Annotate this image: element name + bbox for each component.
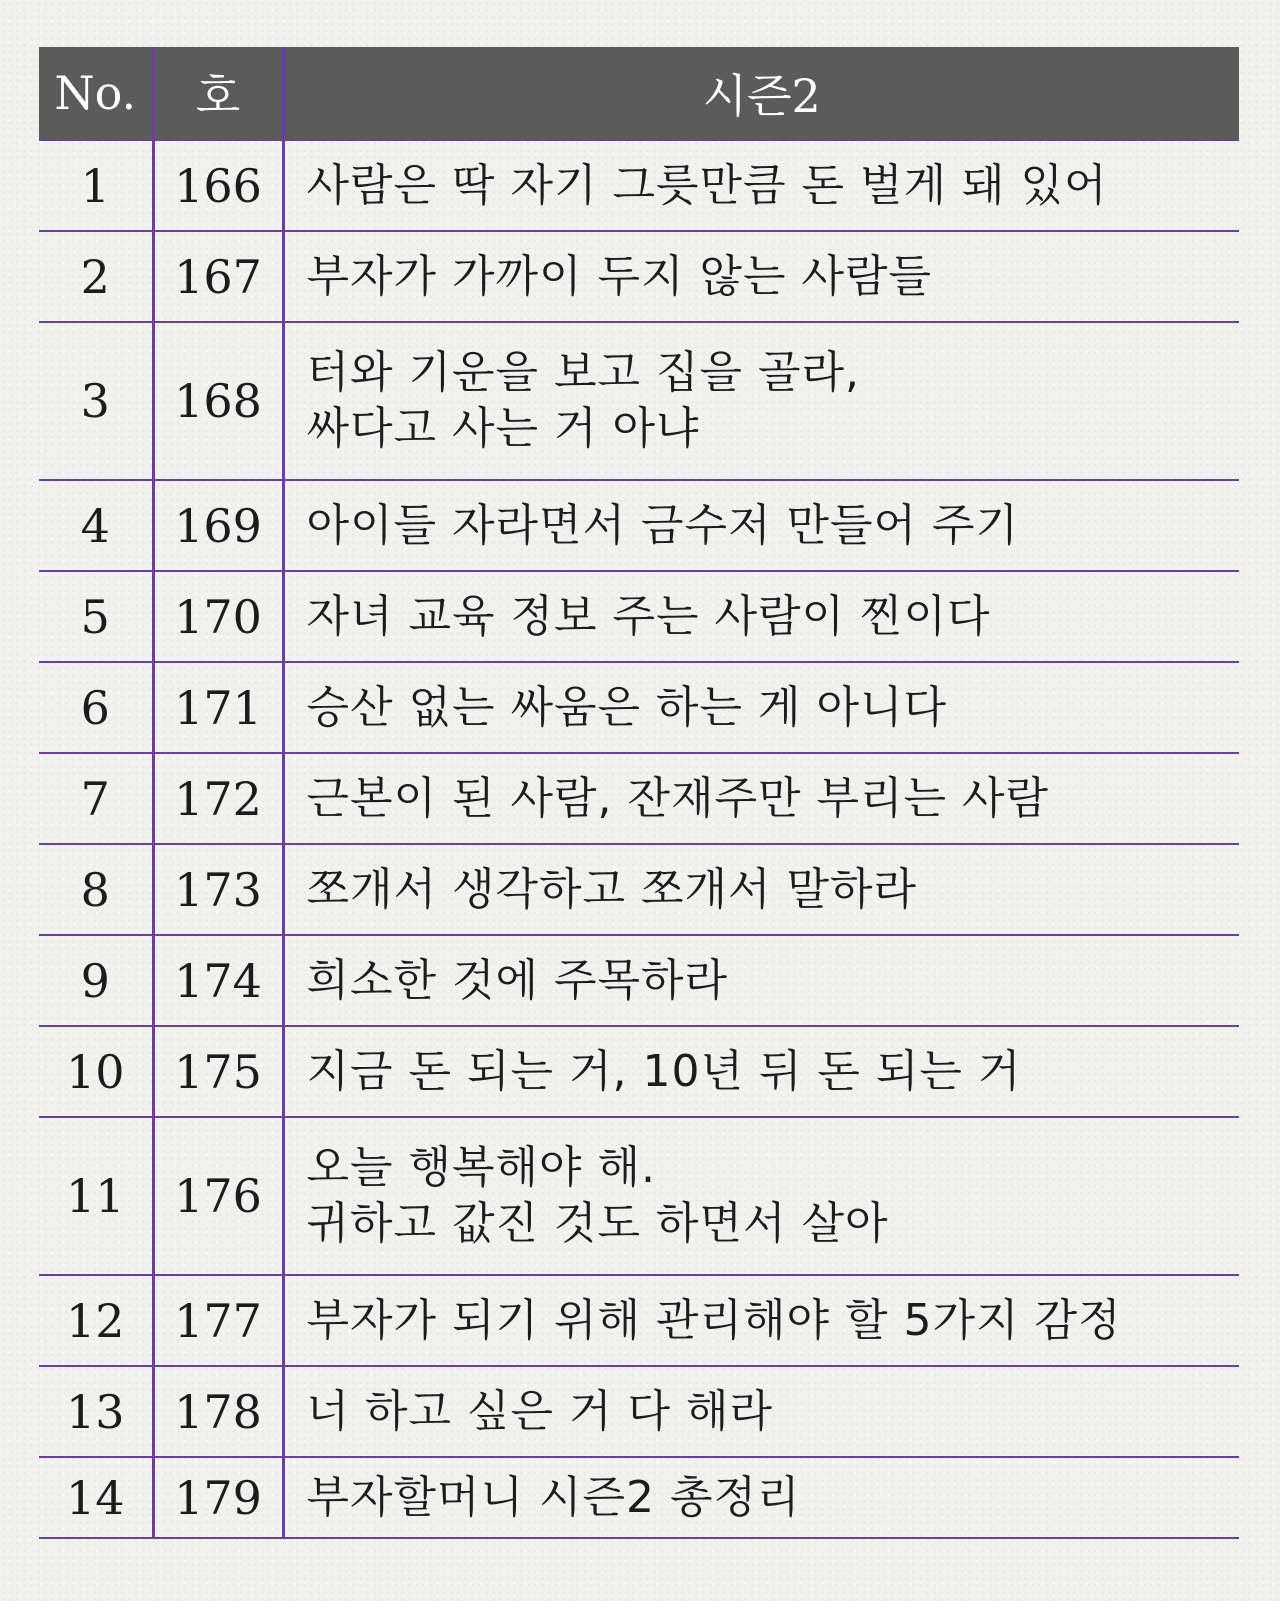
row-number: 7 [39, 753, 153, 844]
episode-title [283, 1457, 1239, 1538]
episode-title-line: 승산 없는 싸움은 하는 게 아니다 [306, 681, 947, 733]
table-row [39, 1275, 1239, 1366]
row-number: 6 [39, 662, 153, 753]
table-header [39, 47, 1239, 140]
episode-number: 166 [153, 140, 283, 231]
season2-episode-table [39, 47, 1239, 1539]
episode-title [283, 140, 1239, 231]
episode-title [283, 480, 1239, 571]
row-number: 14 [39, 1457, 153, 1538]
episode-title-line: 오늘 행복해야 해. [306, 1142, 656, 1193]
episode-title-line: 부자가 되기 위해 관리해야 할 5가지 감정 [306, 1294, 1122, 1346]
episode-title-line: 부자가 가까이 두지 않는 사람들 [306, 250, 932, 302]
episode-number: 178 [153, 1366, 283, 1457]
table-row [39, 140, 1239, 231]
header-row [39, 47, 1239, 140]
row-number: 11 [39, 1117, 153, 1275]
episode-title [283, 753, 1239, 844]
episode-title-line: 아이들 자라면서 금수저 만들어 주기 [306, 499, 1020, 551]
table-row [39, 935, 1239, 1026]
header-episode: 호 [153, 47, 283, 140]
episode-number: 176 [153, 1117, 283, 1275]
header-season-title: 시즌2 [283, 47, 1239, 140]
episode-title-line: 희소한 것에 주목하라 [306, 954, 729, 1006]
episode-title [283, 662, 1239, 753]
episode-title [283, 322, 1239, 480]
episode-title-line: 근본이 된 사람, 잔재주만 부리는 사람 [306, 772, 1049, 824]
episode-number: 179 [153, 1457, 283, 1538]
table-row [39, 1117, 1239, 1275]
episode-title [283, 1026, 1239, 1117]
episode-title-line: 자녀 교육 정보 주는 사람이 찐이다 [306, 590, 991, 642]
episode-title [283, 1117, 1239, 1275]
table-row [39, 480, 1239, 571]
row-number: 13 [39, 1366, 153, 1457]
row-number: 2 [39, 231, 153, 322]
row-number: 5 [39, 571, 153, 662]
table-row [39, 231, 1239, 322]
table-row [39, 322, 1239, 480]
table-row [39, 1457, 1239, 1538]
episode-title-line: 너 하고 싶은 거 다 해라 [306, 1385, 773, 1437]
episode-number: 177 [153, 1275, 283, 1366]
episode-number: 167 [153, 231, 283, 322]
episode-number: 174 [153, 935, 283, 1026]
episode-number: 170 [153, 571, 283, 662]
episode-title-line: 부자할머니 시즌2 총정리 [306, 1471, 801, 1523]
row-number: 9 [39, 935, 153, 1026]
episode-number: 168 [153, 322, 283, 480]
table-row [39, 571, 1239, 662]
episode-title [283, 571, 1239, 662]
episode-title [283, 1366, 1239, 1457]
episode-title-line: 지금 돈 되는 거, 10년 뒤 돈 되는 거 [306, 1045, 1022, 1097]
episode-title-line: 싸다고 사는 거 아냐 [306, 403, 700, 454]
row-number: 3 [39, 322, 153, 480]
episode-number: 173 [153, 844, 283, 935]
episode-number: 175 [153, 1026, 283, 1117]
row-number: 8 [39, 844, 153, 935]
episode-title [283, 935, 1239, 1026]
episode-title-line: 귀하고 값진 것도 하면서 살아 [306, 1198, 889, 1249]
table-row [39, 844, 1239, 935]
table-row [39, 662, 1239, 753]
table-row [39, 1026, 1239, 1117]
row-number: 10 [39, 1026, 153, 1117]
table-body [39, 140, 1239, 1538]
table-row [39, 1366, 1239, 1457]
episode-title-line: 쪼개서 생각하고 쪼개서 말하라 [306, 863, 918, 915]
row-number: 12 [39, 1275, 153, 1366]
episode-title-line: 사람은 딱 자기 그릇만큼 돈 벌게 돼 있어 [306, 159, 1108, 211]
episode-title [283, 844, 1239, 935]
episode-number: 169 [153, 480, 283, 571]
episode-list-page [39, 47, 1239, 1539]
table-row [39, 753, 1239, 844]
episode-title-line: 터와 기운을 보고 집을 골라, [306, 347, 860, 398]
row-number: 1 [39, 140, 153, 231]
row-number: 4 [39, 480, 153, 571]
episode-number: 171 [153, 662, 283, 753]
episode-title [283, 231, 1239, 322]
episode-number: 172 [153, 753, 283, 844]
header-number: No. [39, 47, 153, 140]
episode-title [283, 1275, 1239, 1366]
